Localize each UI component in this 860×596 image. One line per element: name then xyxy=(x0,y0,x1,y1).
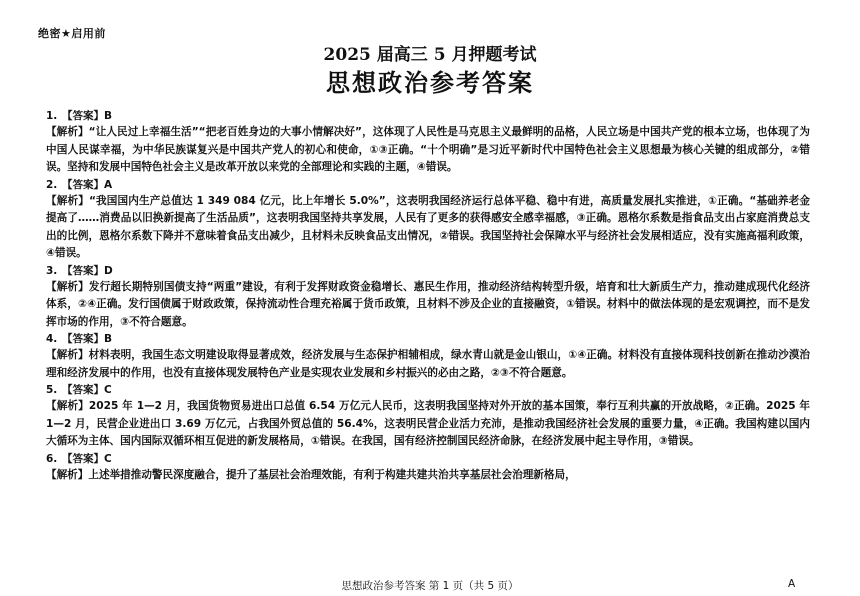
analysis-text: 【解析】2025 年 1—2 月，我国货物贸易进出口总值 6.54 万亿元人民币，这表明我国坚持对外开放的基本国策，奉行互利共赢的开放战略，②正确。2025 年 1—2 月，民营企业进出口 3.69 万亿元，占我国外贸总值的 56.4%，这表明民营企业活力充沛，是推动我国经济社会发展的重要力量，④正确。我国构建以国内大循环为主体、国内国际双循环相互促进的新发展格局，①错误。在我国，国有经济控制国民经济命脉，在经济发展中起主导作用，③错误。 xyxy=(46,400,810,447)
question-item xyxy=(46,263,810,332)
question-number: 1. xyxy=(46,110,58,122)
question-item xyxy=(46,108,810,177)
confidential-label: 绝密★启用前 xyxy=(38,27,106,40)
answer-text: 【答案】B xyxy=(62,333,113,345)
page-footer: 思想政治参考答案 第 1 页（共 5 页） xyxy=(341,580,519,592)
answer-text: 【答案】C xyxy=(62,452,112,465)
question-number: 2. xyxy=(46,178,58,191)
question-item xyxy=(46,451,810,485)
exam-title: 2025 届高三 5 月押题考试 xyxy=(323,45,537,65)
analysis-text: 【解析】材料表明，我国生态文明建设取得显著成效，经济发展与生态保护相辅相成，绿水青山就是金山银山，①④正确。材料没有直接体现科技创新在推动沙漠治理和经济发展中的作用，也没有直接体现发展特色产业是实现农业发展和乡村振兴的必由之路，②③不符合题意。 xyxy=(46,349,810,379)
version-mark: A xyxy=(788,578,796,590)
answer-line xyxy=(46,331,810,347)
analysis-text: 【解析】发行超长期特别国债支持“两重”建设，有利于发挥财政资金稳增长、惠民生作用，推动经济结构转型升级，培育和壮大新质生产力，推动建成现代化经济体系，②④正确。发行国债属于财政政策，保持流动性合理充裕属于货币政策，且材料不涉及企业的直接融资，①错误。材料中的做法体现的是宏观调控，而不是发挥市场的作用，③不符合题意。 xyxy=(46,280,810,328)
question-number: 4. xyxy=(46,333,58,345)
question-item xyxy=(46,177,810,263)
answer-line xyxy=(46,382,810,398)
answer-text: 【答案】D xyxy=(62,264,113,277)
answer-text: 【答案】B xyxy=(62,110,113,122)
answer-line xyxy=(46,451,810,467)
analysis-text: 【解析】上述举措推动警民深度融合，提升了基层社会治理效能，有利于构建共建共治共享基层社会治理新格局， xyxy=(46,468,576,481)
question-number: 6. xyxy=(46,452,58,465)
analysis-text: 【解析】“我国国内生产总值达 1 349 084 亿元，比上年增长 5.0%”，这表明我国经济运行总体平稳、稳中有进，高质量发展扎实推进，①正确。“基础养老金提高了……消费品以旧换新提高了生活品质”，这表明我国坚持共享发展，人民有了更多的获得感安全感幸福感，③正确。恩格尔系数是指食品支出占家庭消费总支出的比例，恩格尔系数下降并不意味着食品支出减少，且材料未反映食品支出情况，②错误。我国坚持社会保障水平与经济社会发展相适应，没有实施高福利政策，④错误。 xyxy=(46,194,810,259)
answer-text: 【答案】C xyxy=(62,384,112,396)
question-item xyxy=(46,382,810,451)
answer-list xyxy=(46,108,810,484)
answer-line xyxy=(46,177,810,193)
answer-text: 【答案】A xyxy=(62,178,113,191)
answer-line xyxy=(46,263,810,279)
question-number: 3. xyxy=(46,264,58,277)
answer-line xyxy=(46,108,810,124)
question-item xyxy=(46,331,810,382)
analysis-text: 【解析】“让人民过上幸福生活”“把老百姓身边的大事小情解决好”，这体现了人民性是马克思主义最鲜明的品格，人民立场是中国共产党的根本立场，也体现了为中国人民谋幸福，为中华民族谋复兴是中国共产党人的初心和使命，①③正确。“十个明确”是习近平新时代中国特色社会主义思想最为核心关键的组成部分，②错误。坚持和发展中国特色社会主义是改革开放以来党的全部理论和实践的主题，④错误。 xyxy=(46,126,810,173)
document-title: 思想政治参考答案 xyxy=(326,69,534,97)
question-number: 5. xyxy=(46,384,58,396)
